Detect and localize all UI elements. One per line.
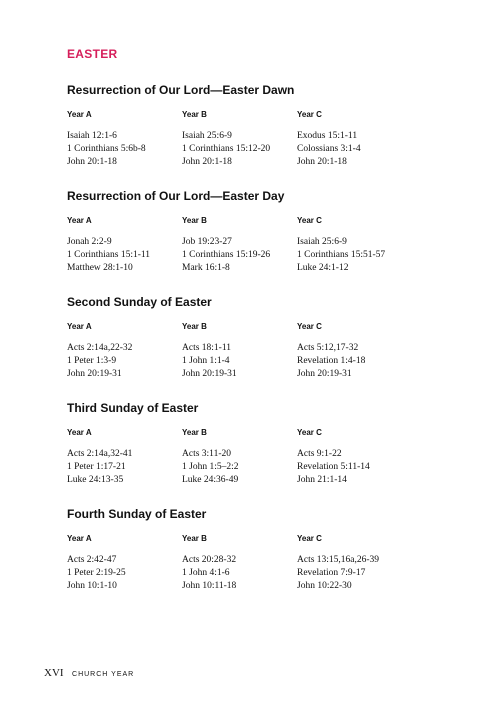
reading: Acts 5:12,17-32 (297, 343, 359, 353)
year-label: Year A (67, 428, 92, 437)
section-title: Third Sunday of Easter (67, 401, 199, 415)
reading: Revelation 5:11-14 (297, 462, 370, 472)
section-title: Resurrection of Our Lord—Easter Day (67, 189, 285, 203)
reading-list (182, 130, 300, 169)
reading: 1 Peter 1:3-9 (67, 356, 117, 366)
year-column (67, 215, 185, 275)
reading: Mark 16:1-8 (182, 263, 230, 273)
year-column (297, 109, 415, 169)
reading: 1 John 1:5–2:2 (182, 462, 239, 472)
reading: John 20:1-18 (297, 157, 347, 167)
year-label: Year B (182, 428, 207, 437)
year-column (297, 321, 415, 381)
reading: 1 Corinthians 15:19-26 (182, 250, 271, 260)
season-heading: EASTER (67, 47, 118, 61)
reading: 1 Corinthians 15:1-11 (67, 250, 151, 260)
year-column (182, 533, 300, 593)
reading: 1 Corinthians 15:12-20 (182, 144, 271, 154)
year-label: Year A (67, 534, 92, 543)
reading-list (297, 342, 415, 381)
reading-list (67, 448, 185, 487)
year-label: Year A (67, 322, 92, 331)
section-2 (67, 188, 467, 285)
reading: Acts 2:14a,32-41 (67, 449, 133, 459)
reading-list (297, 236, 415, 275)
reading: 1 Peter 1:17-21 (67, 462, 126, 472)
reading-list (67, 236, 185, 275)
reading: Colossians 3:1-4 (297, 144, 361, 154)
running-head: CHURCH YEAR (72, 671, 135, 678)
year-columns (67, 427, 467, 497)
year-column (182, 215, 300, 275)
reading-list (297, 554, 415, 593)
section-5 (67, 506, 467, 603)
reading: Acts 18:1-11 (182, 343, 231, 353)
reading: Job 19:23-27 (182, 237, 232, 247)
year-columns (67, 109, 467, 179)
reading: 1 John 1:1-4 (182, 356, 230, 366)
reading: John 10:22-30 (297, 581, 352, 591)
page-number: XVI (44, 667, 64, 679)
year-column (297, 533, 415, 593)
reading: Acts 2:14a,22-32 (67, 343, 133, 353)
reading: John 10:11-18 (182, 581, 237, 591)
reading: John 20:1-18 (182, 157, 232, 167)
section-4 (67, 400, 467, 497)
year-label: Year C (297, 322, 322, 331)
year-label: Year A (67, 110, 92, 119)
page-footer (44, 663, 134, 681)
reading: Exodus 15:1-11 (297, 131, 358, 141)
reading-list (297, 448, 415, 487)
reading: 1 Peter 2:19-25 (67, 568, 126, 578)
reading: 1 Corinthians 5:6b-8 (67, 144, 146, 154)
reading: John 20:19-31 (297, 369, 352, 379)
year-column (67, 533, 185, 593)
reading: Matthew 28:1-10 (67, 263, 133, 273)
year-label: Year B (182, 110, 207, 119)
reading-list (67, 554, 185, 593)
section-title: Fourth Sunday of Easter (67, 507, 207, 521)
year-columns (67, 321, 467, 391)
reading-list (182, 342, 300, 381)
reading: Acts 3:11-20 (182, 449, 231, 459)
year-column (297, 215, 415, 275)
reading: John 10:1-10 (67, 581, 117, 591)
reading-list (67, 342, 185, 381)
year-label: Year C (297, 110, 322, 119)
section-1 (67, 82, 467, 179)
reading-list (182, 236, 300, 275)
year-columns (67, 533, 467, 603)
year-column (67, 109, 185, 169)
year-label: Year B (182, 216, 207, 225)
reading: John 20:19-31 (67, 369, 122, 379)
year-label: Year B (182, 534, 207, 543)
reading-list (182, 554, 300, 593)
year-column (67, 321, 185, 381)
year-label: Year C (297, 216, 322, 225)
reading: Jonah 2:2-9 (67, 237, 112, 247)
year-column (297, 427, 415, 487)
year-label: Year B (182, 322, 207, 331)
reading: John 20:1-18 (67, 157, 117, 167)
year-columns (67, 215, 467, 285)
year-column (67, 427, 185, 487)
reading: Luke 24:1-12 (297, 263, 349, 273)
section-title: Resurrection of Our Lord—Easter Dawn (67, 83, 295, 97)
year-label: Year C (297, 428, 322, 437)
reading: Acts 13:15,16a,26-39 (297, 555, 380, 565)
section-3 (67, 294, 467, 391)
reading: Isaiah 25:6-9 (182, 131, 232, 141)
section-title: Second Sunday of Easter (67, 295, 212, 309)
reading: John 20:19-31 (182, 369, 237, 379)
reading: Isaiah 12:1-6 (67, 131, 117, 141)
reading: Acts 2:42-47 (67, 555, 117, 565)
reading: John 21:1-14 (297, 475, 347, 485)
reading: Luke 24:36-49 (182, 475, 239, 485)
reading: 1 John 4:1-6 (182, 568, 230, 578)
reading: Luke 24:13-35 (67, 475, 124, 485)
year-column (182, 427, 300, 487)
reading-list (182, 448, 300, 487)
reading-list (297, 130, 415, 169)
reading: Acts 20:28-32 (182, 555, 237, 565)
year-column (182, 321, 300, 381)
year-label: Year C (297, 534, 322, 543)
reading: 1 Corinthians 15:51-57 (297, 250, 386, 260)
reading: Revelation 1:4-18 (297, 356, 366, 366)
reading: Isaiah 25:6-9 (297, 237, 347, 247)
year-column (182, 109, 300, 169)
reading-list (67, 130, 185, 169)
year-label: Year A (67, 216, 92, 225)
reading: Revelation 7:9-17 (297, 568, 366, 578)
reading: Acts 9:1-22 (297, 449, 342, 459)
